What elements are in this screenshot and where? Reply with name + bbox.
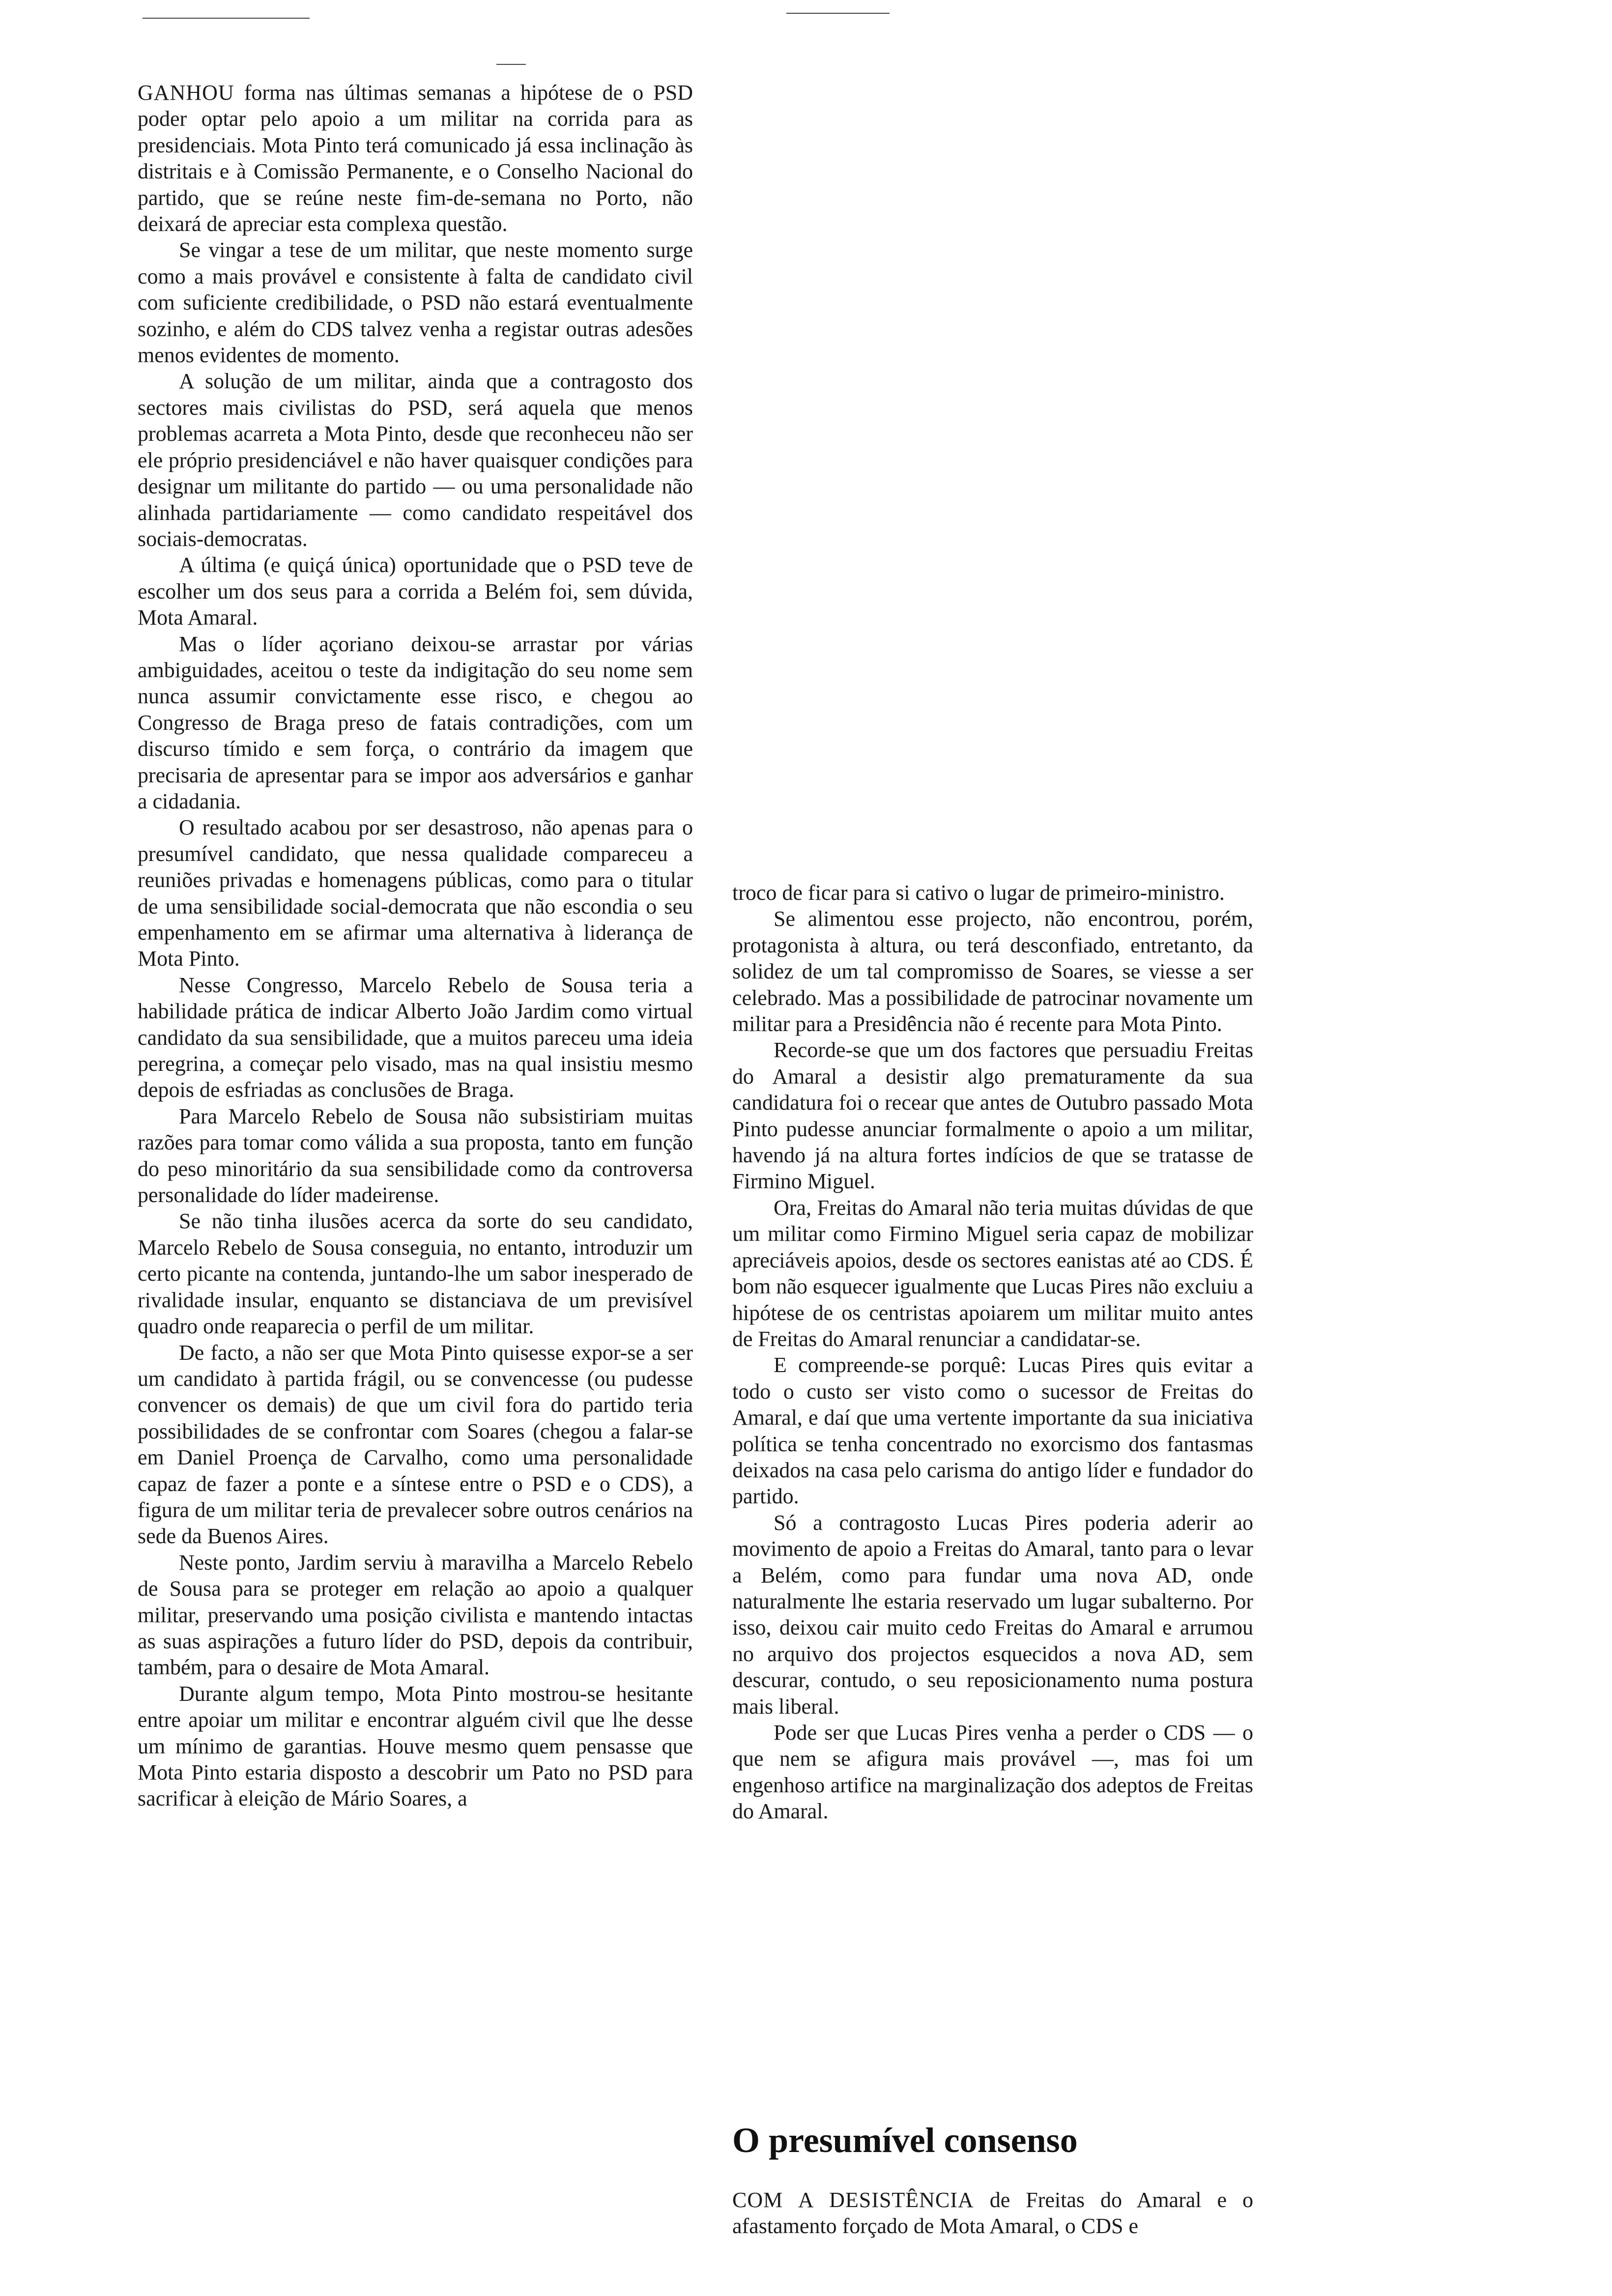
paragraph-text: De facto, a não ser que Mota Pinto quisesse expor-se a ser um candidato à partida frágil, ou se convencesse (ou pudesse convencer os demais) de que um civil fora do partido teria possibilidades de se confrontar com Soares (chegou a falar-se em Daniel Proença de Carvalho, como uma personalidade capaz de fazer a ponte e a síntese entre o PSD e o CDS), a figura de um militar teria de prevalecer sobre outros cenários na sede da Buenos Aires. <box>138 1340 693 1549</box>
paragraph-text: Se alimentou esse projecto, não encontrou, porém, protagonista à altura, ou terá desconfiado, entretanto, da solidez de um tal compromisso de Soares, se viesse a ser celebrado. Mas a possibilidade de patrocinar novamente um militar para a Presidência não é recente para Mota Pinto. <box>732 907 1253 1036</box>
paragraph-text: Se não tinha ilusões acerca da sorte do seu candidato, Marcelo Rebelo de Sousa conseguia, no entanto, introduzir um certo picante na contenda, juntando-lhe um sabor inesperado de rivalidade insular, enquanto se distanciava de um previsível quadro onde reaparecia o perfil de um militar. <box>138 1209 693 1339</box>
article-paragraph <box>138 1681 693 1812</box>
paragraph-text: Para Marcelo Rebelo de Sousa não subsistiriam muitas razões para tomar como válida a sua proposta, tanto em função do peso minoritário da sua sensibilidade como da controversa personalidade do líder madeirense. <box>138 1104 693 1207</box>
paragraph-text: troco de ficar para si cativo o lugar de primeiro-ministro. <box>732 881 1225 905</box>
paragraph-text: Mas o líder açoriano deixou-se arrastar por várias ambiguidades, aceitou o teste da indigitação do seu nome sem nunca assumir convictamente esse risco, e chegou ao Congresso de Braga preso de fatais contradições, com um discurso tímido e sem força, o contrário da imagem que precisaria de apresentar para se impor aos adversários e ganhar a cidadania. <box>138 631 693 813</box>
article-paragraph <box>138 1208 693 1339</box>
article-paragraph <box>138 1340 693 1550</box>
paragraph-text: A solução de um militar, ainda que a contragosto dos sectores mais civilistas do PSD, será aquela que menos problemas acarreta a Mota Pinto, desde que reconheceu não ser ele próprio presidenciável e não haver quaisquer condições para designar um militante do partido — ou uma personalidade não alinhada partidariamente — como candidato respeitável dos sociais-democratas. <box>138 369 693 551</box>
top-rule-left <box>143 18 310 19</box>
paragraph-text: A última (e quiçá única) oportunidade que o PSD teve de escolher um dos seus para a corrida a Belém foi, sem dúvida, Mota Amaral. <box>138 553 693 630</box>
article-paragraph <box>138 1103 693 1208</box>
paragraph-text: Neste ponto, Jardim serviu à maravilha a Marcelo Rebelo de Sousa para se proteger em relação ao apoio a qualquer militar, preservando uma posição civilista e mantendo intactas as suas aspirações a futuro líder do PSD, depois da contribuir, também, para o desaire de Mota Amaral. <box>138 1550 693 1680</box>
paragraph-text: Se vingar a tese de um militar, que neste momento surge como a mais provável e consistente à falta de candidato civil com suficiente credibilidade, o PSD não estará eventualmente sozinho, e além do CDS talvez venha a registar outras adesões menos evidentes de momento. <box>138 238 693 368</box>
paragraph-text: forma nas últimas semanas a hipótese de o PSD poder optar pelo apoio a um militar na corrida para as presidenciais. Mota Pinto terá comunicado já essa inclinação às distritais e à Comissão Permanente, e o Conselho Nacional do partido, que se reúne neste fim-de-semana no Porto, não deixará de apreciar esta complexa questão. <box>138 81 693 236</box>
section-lead-text: de Freitas do Amaral e o afastamento forçado de Mota Amaral, o CDS e <box>732 2188 1254 2239</box>
article-paragraph <box>732 880 1253 906</box>
article-paragraph <box>138 1550 693 1681</box>
paragraph-text: Recorde-se que um dos factores que persuadiu Freitas do Amaral a desistir algo prematuramente da sua candidatura foi o recear que antes de Outubro passado Mota Pinto pudesse anunciar formalmente o apoio a um militar, havendo já na altura fortes indícios de que se tratasse de Firmino Miguel. <box>732 1038 1253 1194</box>
paragraph-text: Pode ser que Lucas Pires venha a perder o CDS — o que nem se afigura mais provável —, mas foi um engenhoso artifice na marginalização dos adeptos de Freitas do Amaral. <box>732 1721 1253 1824</box>
article-paragraph <box>138 237 693 368</box>
article-paragraph <box>732 1352 1253 1509</box>
paragraph-text: O resultado acabou por ser desastroso, não apenas para o presumível candidato, que nessa qualidade compareceu a reuniões privadas e homenagens públicas, como para o titular de uma sensibilidade social-democrata que não escondia o seu empenhamento em se afirmar uma alternativa à liderança de Mota Pinto. <box>138 815 693 971</box>
article-paragraph <box>732 906 1253 1037</box>
lead-caps: GANHOU <box>138 81 234 105</box>
top-rule-center <box>786 13 890 14</box>
section-lead-caps: COM A DESISTÊNCIA <box>732 2188 974 2212</box>
article-paragraph <box>138 80 693 237</box>
article-paragraph <box>732 1037 1253 1194</box>
article-paragraph <box>138 552 693 631</box>
paragraph-text: Nesse Congresso, Marcelo Rebelo de Sousa teria a habilidade prática de indicar Alberto João Jardim como virtual candidato da sua sensibilidade, que a muitos pareceu uma ideia peregrina, a começar pelo visado, mas na qual insistiu mesmo depois de esfriadas as conclusões de Braga. <box>138 973 693 1102</box>
section-heading: O presumível consenso <box>732 2121 1078 2160</box>
paragraph-text: E compreende-se porquê: Lucas Pires quis evitar a todo o custo ser visto como o sucessor de Freitas do Amaral, e daí que uma vertente importante da sua iniciativa política se tenha concentrado no exorcismo dos fantasmas deixados na casa pelo carisma do antigo líder e fundador do partido. <box>732 1353 1253 1509</box>
article-paragraph <box>732 1720 1253 1825</box>
section-lead-column <box>732 2187 1253 2239</box>
section-lead-paragraph <box>732 2187 1253 2239</box>
article-paragraph <box>138 814 693 972</box>
article-paragraph <box>732 1510 1253 1720</box>
column-top-dash <box>496 64 526 65</box>
article-column-left <box>138 80 693 1812</box>
article-paragraph <box>732 1195 1253 1352</box>
paragraph-text: Ora, Freitas do Amaral não teria muitas dúvidas de que um militar como Firmino Miguel seria capaz de mobilizar apreciáveis apoios, desde os sectores eanistas até ao CDS. É bom não esquecer igualmente que Lucas Pires não excluiu a hipótese de os centristas apoiarem um militar muito antes de Freitas do Amaral renunciar a candidatar-se. <box>732 1195 1253 1351</box>
paragraph-text: Durante algum tempo, Mota Pinto mostrou-se hesitante entre apoiar um militar e encontrar alguém civil que lhe desse um mínimo de garantias. Houve mesmo quem pensasse que Mota Pinto estaria disposto a descobrir um Pato no PSD para sacrificar à eleição de Mário Soares, a <box>138 1681 693 1811</box>
article-paragraph <box>138 972 693 1103</box>
article-paragraph <box>138 368 693 552</box>
article-paragraph <box>138 631 693 815</box>
paragraph-text: Só a contragosto Lucas Pires poderia aderir ao movimento de apoio a Freitas do Amaral, tanto para o levar a Belém, como para fundar uma nova AD, onde naturalmente lhe estaria reservado um lugar subalterno. Por isso, deixou cair muito cedo Freitas do Amaral e arrumou no arquivo dos projectos esquecidos a nova AD, sem descurar, contudo, o seu reposicionamento numa postura mais liberal. <box>732 1510 1253 1719</box>
article-column-right <box>732 880 1253 1825</box>
